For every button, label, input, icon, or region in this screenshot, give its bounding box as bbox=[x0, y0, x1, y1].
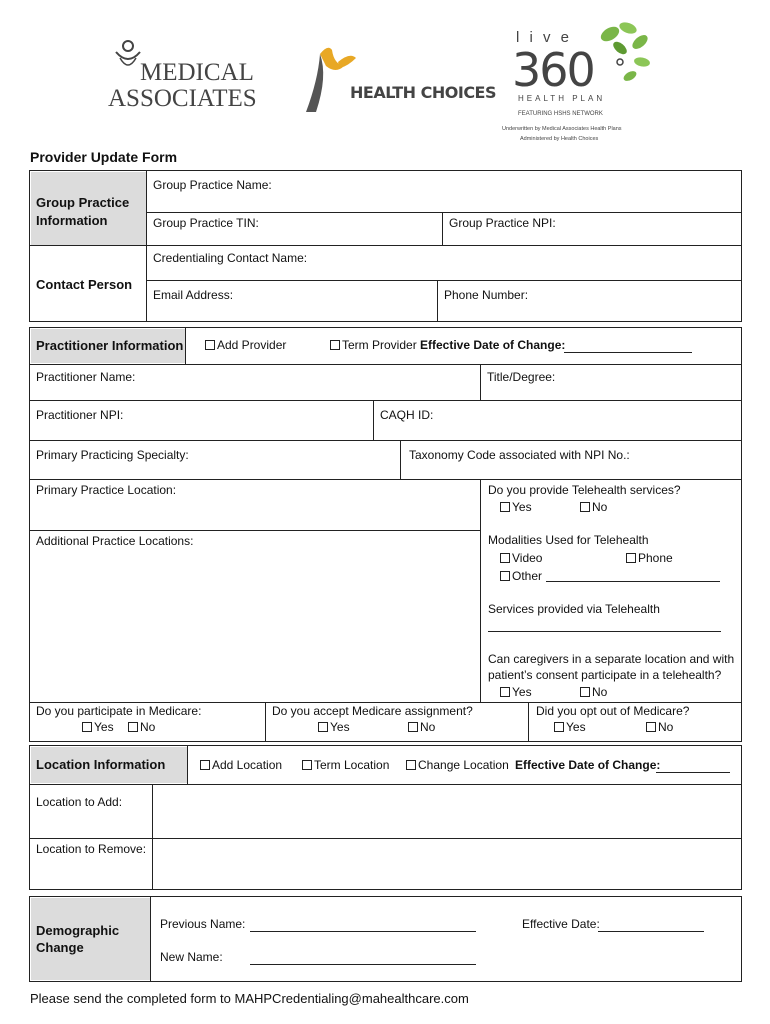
specialty-label: Primary Practicing Specialty: bbox=[36, 448, 189, 462]
caqh-label: CAQH ID: bbox=[380, 408, 434, 422]
medicare-optout-yes-checkbox[interactable] bbox=[554, 722, 564, 732]
previous-name-field[interactable] bbox=[250, 931, 476, 932]
group-header-line1: Group Practice bbox=[36, 195, 130, 210]
change-location-label: Change Location bbox=[418, 758, 509, 772]
contact-email-label: Email Address: bbox=[153, 288, 234, 302]
administered-text: Administered by Health Choices bbox=[520, 136, 599, 142]
medicare-participate-yes-label: Yes bbox=[94, 720, 114, 734]
medicare-optout-no-option[interactable] bbox=[646, 720, 673, 734]
term-provider-label: Term Provider bbox=[342, 338, 417, 352]
medical-line: MEDICAL bbox=[140, 59, 254, 86]
medicare-optout-yes-option[interactable] bbox=[554, 720, 586, 734]
other-label: Other bbox=[512, 569, 543, 583]
live-text: l i v e bbox=[516, 29, 573, 46]
location-effective-field[interactable] bbox=[656, 772, 730, 773]
group-tin-label: Group Practice TIN: bbox=[153, 216, 259, 230]
telehealth-yes-checkbox[interactable] bbox=[500, 502, 510, 512]
additional-locations-field[interactable] bbox=[31, 531, 480, 702]
video-option[interactable] bbox=[500, 551, 542, 565]
practitioner-effective-field[interactable] bbox=[564, 352, 692, 353]
phone-label: Phone bbox=[638, 551, 673, 565]
new-name-label: New Name: bbox=[160, 950, 223, 964]
footer-instruction: Please send the completed form to MAHPCredentialing@mahealthcare.com bbox=[30, 991, 469, 1006]
caqh-field[interactable] bbox=[374, 401, 741, 440]
modalities-label: Modalities Used for Telehealth bbox=[488, 533, 649, 547]
demographic-header-line1: Demographic bbox=[36, 923, 120, 938]
additional-locations-label: Additional Practice Locations: bbox=[36, 534, 194, 548]
contact-name-field[interactable] bbox=[147, 246, 741, 280]
title-degree-label: Title/Degree: bbox=[487, 370, 556, 384]
phone-option[interactable] bbox=[626, 551, 673, 565]
term-location-option[interactable] bbox=[302, 758, 389, 772]
previous-name-label: Previous Name: bbox=[160, 917, 246, 931]
add-location-checkbox[interactable] bbox=[200, 760, 210, 770]
practitioner-npi-label: Practitioner NPI: bbox=[36, 408, 124, 422]
medicare-assign-yes-label: Yes bbox=[330, 720, 350, 734]
medicare-optout-no-checkbox[interactable] bbox=[646, 722, 656, 732]
telehealth-no-checkbox[interactable] bbox=[580, 502, 590, 512]
video-checkbox[interactable] bbox=[500, 553, 510, 563]
group-name-field[interactable] bbox=[147, 172, 741, 212]
associates-line: ASSOCIATES bbox=[108, 85, 257, 112]
underwritten-text: Underwritten by Medical Associates Health Plans bbox=[502, 126, 622, 132]
add-provider-option[interactable] bbox=[205, 338, 286, 352]
demographic-header-line2: Change bbox=[36, 940, 84, 955]
location-to-remove-field[interactable] bbox=[153, 839, 741, 889]
term-location-checkbox[interactable] bbox=[302, 760, 312, 770]
caregivers-no-option[interactable] bbox=[580, 685, 607, 699]
group-npi-field[interactable] bbox=[443, 213, 741, 245]
location-header: Location Information bbox=[36, 757, 166, 772]
other-option[interactable] bbox=[500, 569, 542, 583]
demographic-effective-field[interactable] bbox=[598, 931, 704, 932]
medicare-participate-no-option[interactable] bbox=[128, 720, 155, 734]
practitioner-effective-label: Effective Date of Change: bbox=[420, 338, 566, 352]
medicare-assign-no-checkbox[interactable] bbox=[408, 722, 418, 732]
telehealth-no-option[interactable] bbox=[580, 500, 607, 514]
contact-name-label: Credentialing Contact Name: bbox=[153, 251, 308, 265]
caregivers-question-line2: patient’s consent participate in a telehealth? bbox=[488, 668, 722, 682]
services-field[interactable] bbox=[488, 631, 721, 632]
add-location-label: Add Location bbox=[212, 758, 283, 772]
taxonomy-field[interactable] bbox=[401, 441, 741, 479]
telehealth-no-label: No bbox=[592, 500, 608, 514]
add-provider-checkbox[interactable] bbox=[205, 340, 215, 350]
caregivers-no-label: No bbox=[592, 685, 608, 699]
group-tin-field[interactable] bbox=[147, 213, 442, 245]
location-to-add-label: Location to Add: bbox=[36, 795, 123, 809]
telehealth-question: Do you provide Telehealth services? bbox=[488, 483, 681, 497]
leaves-icon bbox=[590, 18, 658, 90]
medicare-optout-yes-label: Yes bbox=[566, 720, 586, 734]
term-provider-checkbox[interactable] bbox=[330, 340, 340, 350]
contact-header: Contact Person bbox=[36, 277, 133, 292]
caregivers-question-line1: Can caregivers in a separate location and with bbox=[488, 652, 735, 666]
medicare-optout-no-label: No bbox=[658, 720, 674, 734]
medicare-optout-question: Did you opt out of Medicare? bbox=[536, 704, 690, 718]
contact-phone-label: Phone Number: bbox=[444, 288, 529, 302]
medicare-participate-no-checkbox[interactable] bbox=[128, 722, 138, 732]
three-sixty-text: 360 bbox=[512, 43, 594, 97]
caregivers-yes-label: Yes bbox=[512, 685, 532, 699]
add-provider-label: Add Provider bbox=[217, 338, 287, 352]
group-name-label: Group Practice Name: bbox=[153, 178, 272, 192]
group-npi-label: Group Practice NPI: bbox=[449, 216, 556, 230]
live360-logo bbox=[498, 18, 668, 150]
title-degree-field[interactable] bbox=[481, 365, 741, 400]
taxonomy-label: Taxonomy Code associated with NPI No.: bbox=[409, 448, 630, 462]
location-to-add-field[interactable] bbox=[153, 785, 741, 838]
practitioner-npi-field[interactable] bbox=[31, 401, 373, 440]
location-effective-label: Effective Date of Change: bbox=[515, 758, 661, 772]
demographic-effective-label: Effective Date: bbox=[522, 917, 600, 931]
primary-location-field[interactable] bbox=[31, 480, 480, 530]
medicare-assign-no-label: No bbox=[420, 720, 436, 734]
video-label: Video bbox=[512, 551, 543, 565]
form-title: Provider Update Form bbox=[30, 149, 178, 165]
telehealth-yes-label: Yes bbox=[512, 500, 532, 514]
other-checkbox[interactable] bbox=[500, 571, 510, 581]
featuring-text: FEATURING HSHS NETWORK bbox=[518, 111, 603, 117]
specialty-field[interactable] bbox=[31, 441, 400, 479]
medicare-assign-no-option[interactable] bbox=[408, 720, 435, 734]
phone-checkbox[interactable] bbox=[626, 553, 636, 563]
add-location-option[interactable] bbox=[200, 758, 282, 772]
primary-location-label: Primary Practice Location: bbox=[36, 483, 177, 497]
medicare-participate-no-label: No bbox=[140, 720, 156, 734]
medicare-participate-question: Do you participate in Medicare: bbox=[36, 704, 202, 718]
medicare-participate-yes-option[interactable] bbox=[82, 720, 114, 734]
term-provider-option[interactable] bbox=[330, 338, 417, 352]
telehealth-yes-option[interactable] bbox=[500, 500, 532, 514]
change-location-checkbox[interactable] bbox=[406, 760, 416, 770]
practitioner-name-field[interactable] bbox=[31, 365, 480, 400]
caregivers-no-checkbox[interactable] bbox=[580, 687, 590, 697]
medicare-participate-yes-checkbox[interactable] bbox=[82, 722, 92, 732]
medicare-assign-question: Do you accept Medicare assignment? bbox=[272, 704, 473, 718]
medical-associates-logo bbox=[104, 38, 266, 112]
new-name-field[interactable] bbox=[250, 964, 476, 965]
practitioner-header: Practitioner Information bbox=[36, 338, 184, 353]
health-plan-text: HEALTH PLAN bbox=[518, 94, 606, 103]
term-location-label: Term Location bbox=[314, 758, 390, 772]
health-choices-logo bbox=[298, 40, 497, 114]
health-choices-text: HEALTH CHOICES bbox=[350, 83, 497, 102]
group-header-line2: Information bbox=[36, 213, 108, 228]
swoosh-icon bbox=[298, 40, 358, 114]
caregivers-yes-option[interactable] bbox=[500, 685, 532, 699]
other-field[interactable] bbox=[546, 581, 720, 582]
contact-phone-field[interactable] bbox=[438, 281, 741, 321]
medicare-assign-yes-checkbox[interactable] bbox=[318, 722, 328, 732]
contact-email-field[interactable] bbox=[147, 281, 437, 321]
change-location-option[interactable] bbox=[406, 758, 509, 772]
services-label: Services provided via Telehealth bbox=[488, 602, 660, 616]
medicare-assign-yes-option[interactable] bbox=[318, 720, 350, 734]
demographic-shade bbox=[31, 898, 150, 980]
location-to-remove-label: Location to Remove: bbox=[36, 842, 147, 856]
practitioner-name-label: Practitioner Name: bbox=[36, 370, 136, 384]
caregivers-yes-checkbox[interactable] bbox=[500, 687, 510, 697]
